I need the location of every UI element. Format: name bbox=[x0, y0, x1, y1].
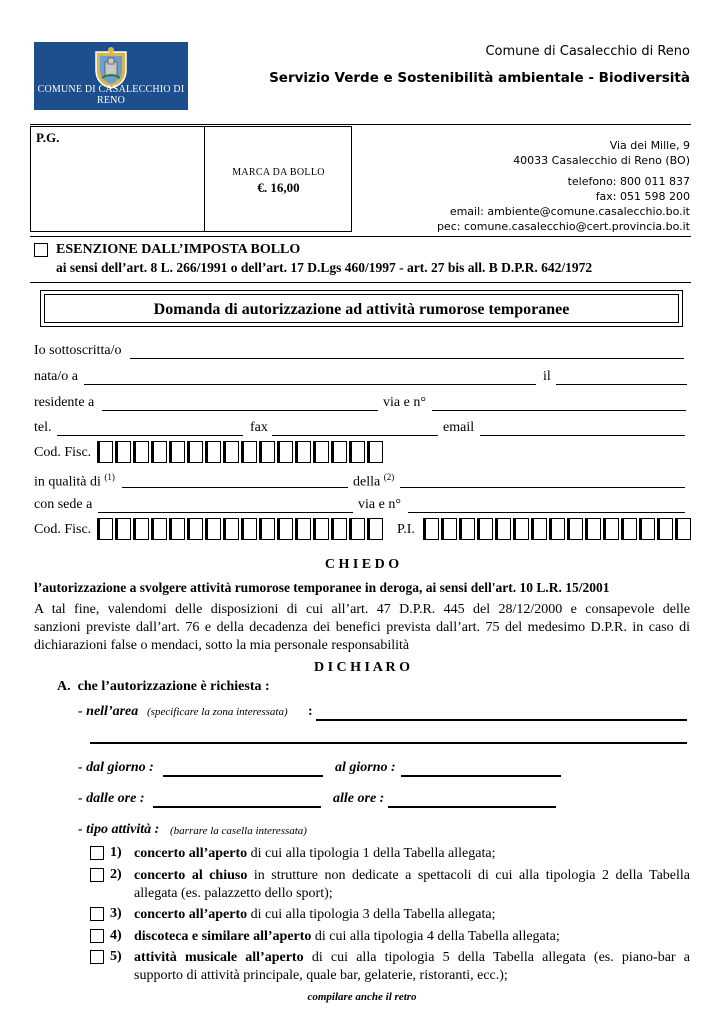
email-input[interactable] bbox=[480, 435, 685, 436]
logo-text: COMUNE DI CASALECCHIO DI RENO bbox=[37, 84, 185, 106]
activity-checkbox-4[interactable] bbox=[90, 929, 104, 943]
label-fax: fax bbox=[250, 420, 268, 435]
activity-num-2: 2) bbox=[110, 867, 122, 882]
exemption-rule bbox=[30, 282, 691, 283]
chiedo-paragraph bbox=[34, 601, 690, 655]
activity-3: concerto all’aperto di cui alla tipologia 3 della Tabella allegata; bbox=[134, 907, 496, 922]
label-via2: via e n° bbox=[358, 497, 401, 512]
activity-num-4: 4) bbox=[110, 928, 122, 943]
activity-1: concerto all’aperto di cui alla tipologia 1 della Tabella allegata; bbox=[134, 846, 496, 861]
phone: telefono: 800 011 837 bbox=[567, 175, 690, 188]
exemption-title: ESENZIONE DALL’IMPOSTA BOLLO bbox=[56, 242, 301, 257]
label-sede: con sede a bbox=[34, 497, 93, 512]
della-note: (2) bbox=[383, 472, 395, 482]
dal-giorno-input[interactable] bbox=[163, 775, 323, 777]
contact-rule bbox=[30, 236, 691, 237]
activity-checkbox-1[interactable] bbox=[90, 846, 104, 860]
label-email: email bbox=[443, 420, 475, 435]
qualita-note: (1) bbox=[104, 472, 115, 482]
al-giorno-label: al giorno : bbox=[335, 760, 396, 775]
label-della: della $^{(2)}$ bbox=[353, 472, 395, 490]
activity-5: attività musicale all’aperto di cui alla tipologia 5 della Tabella allegata (es. piano-bar a supporto di attività principale, quale bar, gelaterie, ristoranti, ecc.); bbox=[134, 950, 690, 983]
codfisc-grid[interactable] bbox=[97, 441, 385, 463]
alle-ore-label: alle ore : bbox=[333, 791, 385, 806]
label-codfisc: Cod. Fisc. bbox=[34, 445, 92, 460]
para-line-3: dichiarazioni false o mendaci, sotto la mia personale responsabilità bbox=[34, 638, 410, 653]
label-via: via e n° bbox=[383, 395, 426, 410]
label-codfisc2: Cod. Fisc. bbox=[34, 522, 92, 537]
label-tel: tel. bbox=[34, 420, 52, 435]
header-rule bbox=[30, 124, 691, 125]
label-pi: P.I. bbox=[397, 522, 415, 537]
sottoscritto-input[interactable] bbox=[130, 358, 684, 359]
activity-4: discoteca e similare all’aperto di cui alla tipologia 4 della Tabella allegata; bbox=[134, 929, 560, 944]
dichiaro-heading: D I C H I A R O bbox=[313, 660, 411, 675]
activity-2: concerto al chiuso in strutture non dedicate a spettacoli di cui alla tipologia 2 della Tabella allegata (es. palazzetto dello sport); bbox=[134, 868, 690, 901]
label-qualita: in qualità di $^{(1)}$ bbox=[34, 472, 115, 490]
street-input[interactable] bbox=[432, 410, 686, 411]
dalle-ore-label: - dalle ore : bbox=[78, 791, 145, 806]
area-label: - nell’area bbox=[78, 704, 139, 719]
activity-checkbox-2[interactable] bbox=[90, 868, 104, 882]
address-line-2: 40033 Casalecchio di Reno (BO) bbox=[513, 154, 690, 167]
codfisc2-grid[interactable] bbox=[97, 518, 385, 540]
area-hint: (specificare la zona interessata) bbox=[147, 706, 288, 718]
footer-note: compilare anche il retro bbox=[307, 991, 417, 1003]
residence-input[interactable] bbox=[102, 410, 378, 411]
area-colon: : bbox=[308, 704, 313, 719]
tipo-label: - tipo attività : bbox=[78, 822, 160, 837]
label-residente: residente a bbox=[34, 395, 95, 410]
activity-checkbox-5[interactable] bbox=[90, 950, 104, 964]
alle-ore-input[interactable] bbox=[388, 806, 556, 808]
chiedo-request: l’autorizzazione a svolgere attività rumorose temporanee in deroga, ai sensi dell'art. 10 L.R. 15/2001 bbox=[34, 580, 610, 595]
exemption-subtitle: ai sensi dell’art. 8 L. 266/1991 o dell’art. 17 D.Lgs 460/1997 - art. 27 bis all. B D.P.R. 642/1972 bbox=[56, 260, 593, 275]
municipality-name: Comune di Casalecchio di Reno bbox=[485, 44, 690, 59]
fax: fax: 051 598 200 bbox=[595, 190, 690, 203]
marca-label: MARCA DA BOLLO bbox=[232, 167, 325, 178]
section-a-title: A. che l’autorizzazione è richiesta : bbox=[57, 679, 270, 694]
area-input[interactable] bbox=[316, 719, 687, 721]
birthplace-input[interactable] bbox=[84, 384, 536, 385]
marca-value: €. 16,00 bbox=[257, 180, 300, 195]
dalle-ore-input[interactable] bbox=[153, 806, 321, 808]
pec-address: pec: comune.casalecchio@cert.provincia.bo.it bbox=[436, 220, 690, 233]
company-input[interactable] bbox=[400, 487, 685, 488]
al-giorno-input[interactable] bbox=[401, 775, 561, 777]
form-title-box bbox=[40, 290, 683, 327]
activity-num-1: 1) bbox=[110, 845, 122, 860]
protocol-stamp-box bbox=[30, 126, 352, 232]
pi-grid[interactable] bbox=[423, 518, 693, 540]
label-nato: nata/o a bbox=[34, 369, 78, 384]
activity-num-3: 3) bbox=[110, 906, 122, 921]
para-line-2: sanzioni previste dall’art. 76 e della decadenza dei benefici prevista dall’art. 75 del medesimo D.P.R. in caso di bbox=[34, 620, 690, 635]
label-sottoscritto: Io sottoscritta/o bbox=[34, 343, 122, 358]
fax-input[interactable] bbox=[272, 435, 438, 436]
tipo-hint: (barrare la casella interessata) bbox=[170, 825, 307, 837]
birthdate-input[interactable] bbox=[556, 384, 687, 385]
contact-block bbox=[437, 138, 690, 234]
phone-input[interactable] bbox=[57, 435, 243, 436]
activity-num-5: 5) bbox=[110, 949, 122, 964]
service-name: Servizio Verde e Sostenibilità ambientale - Biodiversità bbox=[269, 70, 690, 86]
dal-giorno-label: - dal giorno : bbox=[78, 760, 154, 775]
chiedo-heading: C H I E D O bbox=[324, 557, 400, 572]
exemption-checkbox[interactable] bbox=[34, 243, 48, 257]
municipality-logo bbox=[34, 42, 188, 110]
form-title: Domanda di autorizzazione ad attività rumorose temporanee bbox=[44, 294, 679, 323]
seat-input[interactable] bbox=[98, 512, 353, 513]
label-il: il bbox=[543, 369, 551, 384]
para-line-1: A tal fine, valendomi delle disposizioni di cui all’art. 47 D.P.R. 445 del 28/12/2000 e consapevole delle bbox=[34, 602, 690, 617]
role-input[interactable] bbox=[122, 487, 348, 488]
seat-street-input[interactable] bbox=[408, 512, 685, 513]
address-line-1: Via dei Mille, 9 bbox=[609, 139, 690, 152]
pg-label: P.G. bbox=[36, 130, 60, 145]
email-address: email: ambiente@comune.casalecchio.bo.it bbox=[449, 205, 690, 218]
area-input-line2[interactable] bbox=[90, 742, 687, 744]
activity-checkbox-3[interactable] bbox=[90, 907, 104, 921]
